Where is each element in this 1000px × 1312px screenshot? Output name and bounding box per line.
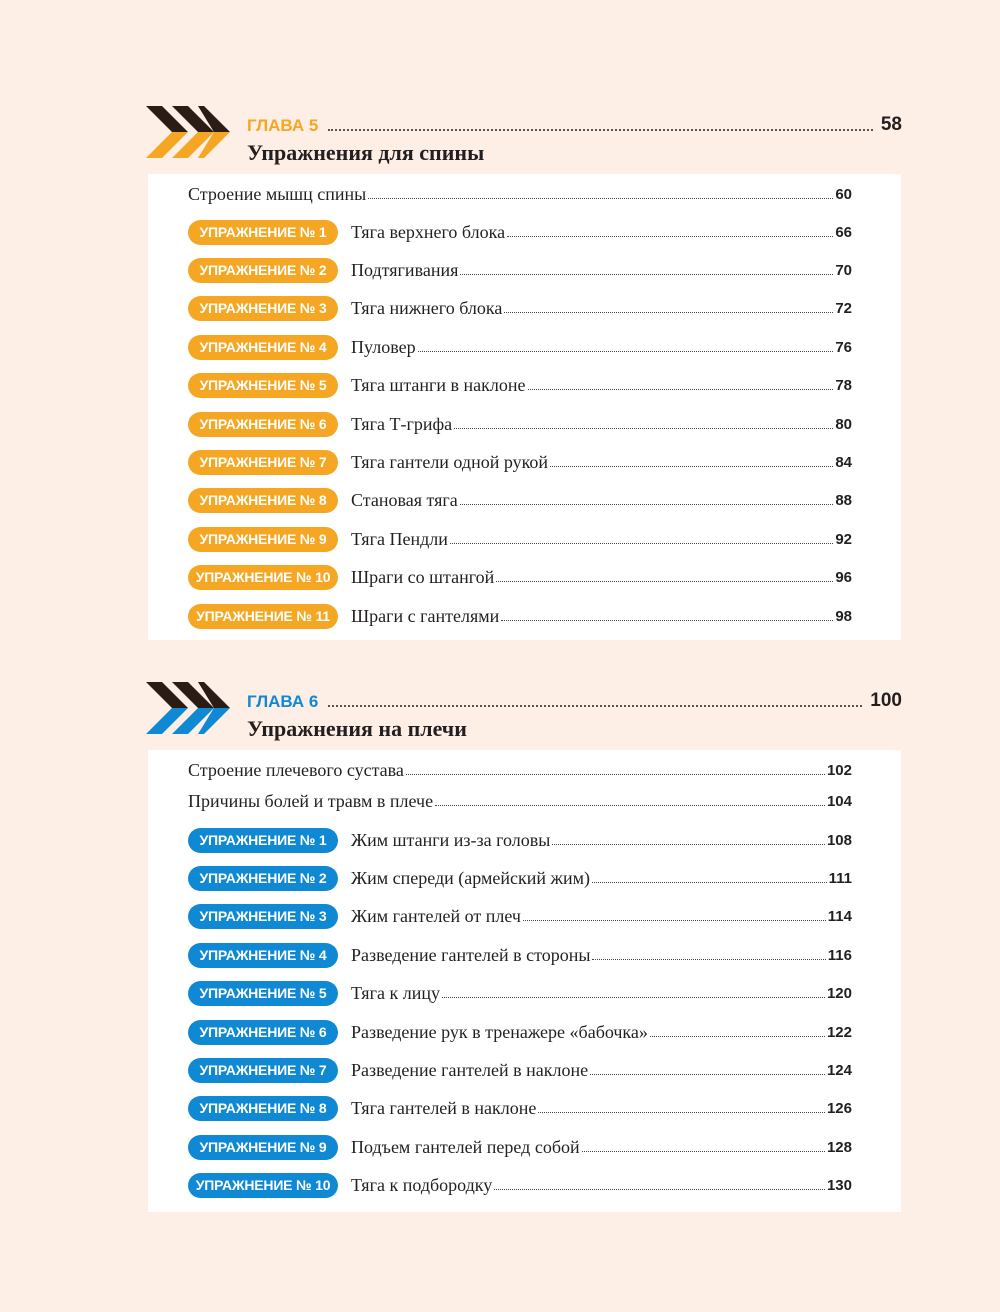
exercise-page: 92 [835, 530, 852, 548]
dot-leader [501, 620, 833, 621]
dot-leader [538, 1112, 825, 1113]
exercise-title: Тяга к подбородку [351, 1174, 493, 1195]
dot-leader [552, 844, 825, 845]
exercise-entry[interactable] [188, 865, 852, 891]
exercise-page: 126 [826, 1099, 852, 1117]
exercise-page: 88 [835, 491, 852, 509]
exercise-entry[interactable] [188, 295, 852, 321]
dot-leader [504, 312, 833, 313]
chapter-heading-row[interactable] [247, 682, 902, 712]
exercise-title: Подъем гантелей перед собой [351, 1136, 580, 1157]
exercise-entry[interactable] [188, 487, 852, 513]
dot-leader [582, 1151, 825, 1152]
exercise-title: Разведение гантелей в стороны [351, 944, 591, 965]
exercise-entry[interactable] [188, 219, 852, 245]
exercise-page: 128 [826, 1138, 852, 1156]
exercise-entry[interactable] [188, 334, 852, 360]
chapter-page-number: 58 [880, 114, 902, 135]
exercise-page: 98 [835, 607, 852, 625]
exercise-page: 108 [826, 831, 852, 849]
exercise-page: 111 [828, 869, 852, 887]
exercise-entry[interactable] [188, 449, 852, 475]
exercise-entry[interactable] [188, 942, 852, 968]
dot-leader [450, 543, 833, 544]
dot-leader [590, 1074, 825, 1075]
exercise-title: Тяга к лицу [351, 982, 440, 1003]
exercise-title: Шраги со штангой [351, 566, 495, 587]
exercise-page: 96 [835, 568, 852, 586]
exercise-badge: УПРАЖНЕНИЕ № 3 [188, 296, 338, 321]
chevron-arrows-icon [146, 106, 230, 162]
exercise-badge: УПРАЖНЕНИЕ № 9 [188, 1135, 338, 1160]
chapter-title: Упражнения на плечи [247, 716, 467, 741]
toc-entry-title: Строение мышц спины [188, 183, 367, 204]
dot-leader [592, 959, 825, 960]
exercise-title: Пуловер [351, 336, 416, 357]
exercise-entry[interactable] [188, 1019, 852, 1045]
exercise-page: 120 [826, 984, 852, 1002]
exercise-badge: УПРАЖНЕНИЕ № 3 [188, 904, 338, 929]
exercise-title: Тяга гантели одной рукой [351, 451, 549, 472]
chapter-label: ГЛАВА 6 [247, 692, 319, 711]
exercise-badge: УПРАЖНЕНИЕ № 6 [188, 1020, 338, 1045]
dot-leader [442, 997, 825, 998]
exercise-entry[interactable] [188, 980, 852, 1006]
exercise-entry[interactable] [188, 1057, 852, 1083]
chapter-label: ГЛАВА 5 [247, 116, 319, 135]
toc-entry[interactable] [188, 788, 852, 814]
exercise-page: 114 [827, 907, 852, 925]
dot-leader [592, 882, 827, 883]
dot-leader [650, 1036, 825, 1037]
dot-leader [328, 705, 862, 707]
exercise-badge: УПРАЖНЕНИЕ № 9 [188, 527, 338, 552]
toc-entry-page: 104 [826, 792, 852, 810]
chapter-title: Упражнения для спины [247, 140, 485, 165]
dot-leader [528, 389, 834, 390]
exercise-entry[interactable] [188, 903, 852, 929]
dot-leader [523, 920, 826, 921]
toc-entry-page: 60 [835, 185, 852, 203]
exercise-badge: УПРАЖНЕНИЕ № 5 [188, 373, 338, 398]
exercise-entry[interactable] [188, 1095, 852, 1121]
exercise-entry[interactable] [188, 1172, 852, 1198]
exercise-page: 76 [835, 338, 852, 356]
exercise-entry[interactable] [188, 257, 852, 283]
exercise-page: 80 [835, 415, 852, 433]
exercise-title: Жим гантелей от плеч [351, 905, 521, 926]
exercise-entry[interactable] [188, 827, 852, 853]
exercise-badge: УПРАЖНЕНИЕ № 10 [188, 1173, 338, 1198]
exercise-entry[interactable] [188, 526, 852, 552]
exercise-title: Тяга штанги в наклоне [351, 374, 526, 395]
dot-leader [460, 504, 834, 505]
exercise-badge: УПРАЖНЕНИЕ № 11 [188, 604, 338, 629]
dot-leader [507, 236, 833, 237]
exercise-badge: УПРАЖНЕНИЕ № 7 [188, 450, 338, 475]
dot-leader [368, 198, 833, 199]
exercise-badge: УПРАЖНЕНИЕ № 2 [188, 258, 338, 283]
dot-leader [418, 351, 834, 352]
exercise-badge: УПРАЖНЕНИЕ № 8 [188, 488, 338, 513]
exercise-badge: УПРАЖНЕНИЕ № 2 [188, 866, 338, 891]
exercise-badge: УПРАЖНЕНИЕ № 4 [188, 943, 338, 968]
exercise-title: Шраги с гантелями [351, 605, 500, 626]
dot-leader [328, 129, 873, 131]
exercise-title: Подтягивания [351, 259, 459, 280]
exercise-page: 116 [827, 946, 852, 964]
exercise-title: Разведение рук в тренажере «бабочка» [351, 1021, 648, 1042]
exercise-entry[interactable] [188, 411, 852, 437]
exercise-badge: УПРАЖНЕНИЕ № 1 [188, 828, 338, 853]
exercise-title: Тяга верхнего блока [351, 221, 506, 242]
exercise-title: Тяга Пендли [351, 528, 448, 549]
exercise-page: 72 [835, 299, 852, 317]
chapter-page-number: 100 [870, 690, 902, 711]
exercise-badge: УПРАЖНЕНИЕ № 7 [188, 1058, 338, 1083]
dot-leader [496, 581, 833, 582]
exercise-entry[interactable] [188, 603, 852, 629]
exercise-page: 70 [835, 261, 852, 279]
dot-leader [550, 466, 833, 467]
toc-entry-title: Строение плечевого сустава [188, 759, 404, 780]
exercise-page: 122 [826, 1023, 852, 1041]
chapter-heading-row[interactable] [247, 106, 902, 136]
dot-leader [406, 774, 825, 775]
chapter-5-contents-panel [148, 174, 901, 640]
exercise-page: 84 [835, 453, 852, 471]
exercise-page: 124 [826, 1061, 852, 1079]
exercise-entry[interactable] [188, 564, 852, 590]
exercise-title: Тяга Т-грифа [351, 413, 453, 434]
exercise-badge: УПРАЖНЕНИЕ № 1 [188, 220, 338, 245]
exercise-badge: УПРАЖНЕНИЕ № 8 [188, 1096, 338, 1121]
dot-leader [454, 428, 833, 429]
toc-entry-page: 102 [826, 761, 852, 779]
exercise-page: 66 [835, 223, 852, 241]
chapter-6-contents-panel [148, 750, 901, 1212]
exercise-title: Жим спереди (армейский жим) [351, 867, 590, 888]
exercise-page: 78 [835, 376, 852, 394]
exercise-entry[interactable] [188, 372, 852, 398]
toc-entry-title: Причины болей и травм в плече [188, 790, 434, 811]
exercise-badge: УПРАЖНЕНИЕ № 10 [188, 565, 338, 590]
exercise-title: Жим штанги из-за головы [351, 829, 551, 850]
exercise-badge: УПРАЖНЕНИЕ № 4 [188, 335, 338, 360]
exercise-title: Тяга нижнего блока [351, 297, 503, 318]
exercise-title: Разведение гантелей в наклоне [351, 1059, 589, 1080]
chevron-arrows-icon [146, 682, 230, 738]
exercise-page: 130 [826, 1176, 852, 1194]
exercise-badge: УПРАЖНЕНИЕ № 5 [188, 981, 338, 1006]
dot-leader [494, 1189, 825, 1190]
toc-entry[interactable] [188, 181, 852, 207]
exercise-badge: УПРАЖНЕНИЕ № 6 [188, 412, 338, 437]
toc-entry[interactable] [188, 757, 852, 783]
dot-leader [460, 274, 833, 275]
exercise-title: Становая тяга [351, 489, 458, 510]
exercise-title: Тяга гантелей в наклоне [351, 1097, 537, 1118]
exercise-entry[interactable] [188, 1134, 852, 1160]
dot-leader [435, 805, 825, 806]
